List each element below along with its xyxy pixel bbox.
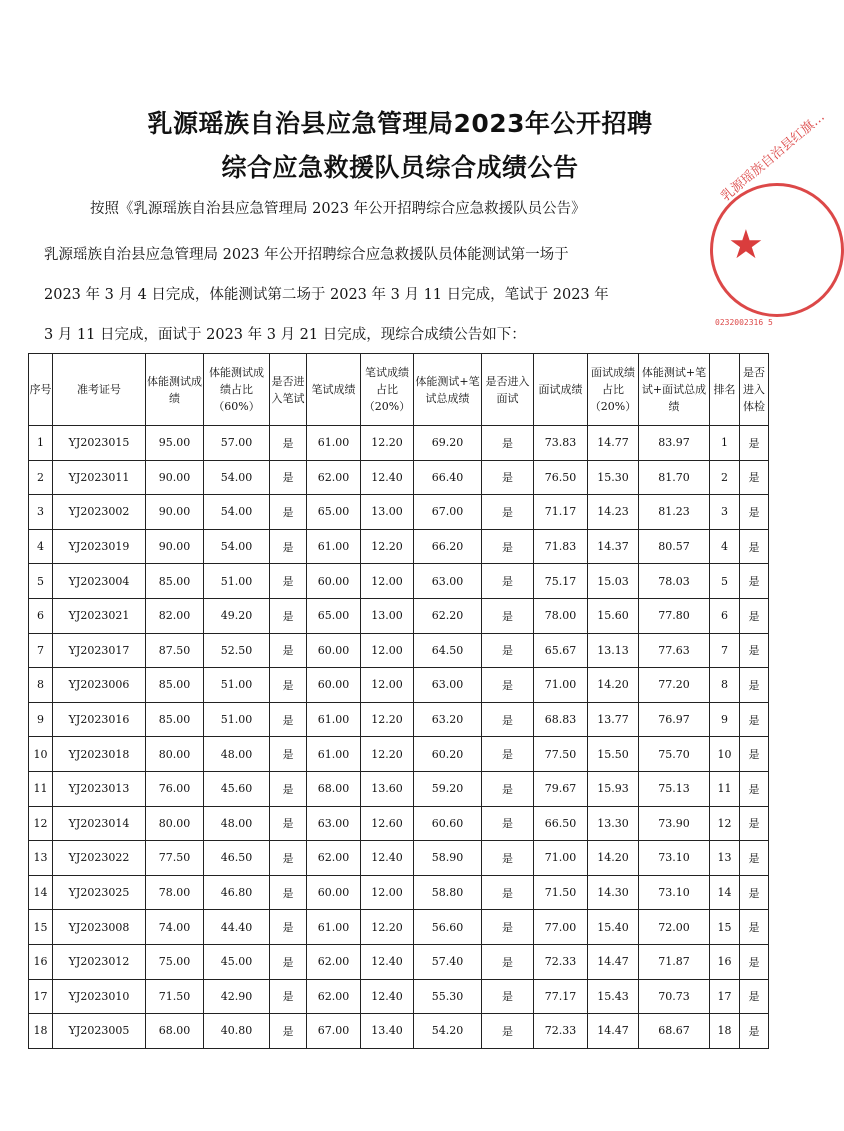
seal-text: 乳源瑶族自治县红旗…: [718, 109, 828, 205]
column-header: 面试成绩: [534, 354, 588, 426]
table-cell: YJ2023010: [53, 979, 146, 1014]
intro-paragraph-line-4: 3 月 11 日完成，面试于 2023 年 3 月 21 日完成，现综合成绩公告如下：: [44, 327, 526, 343]
table-row: [29, 460, 769, 495]
table-cell: 4: [710, 529, 740, 564]
table-cell: 63.00: [414, 564, 482, 599]
table-cell: 85.00: [146, 668, 204, 703]
table-cell: 73.83: [534, 426, 588, 461]
table-cell: 10: [710, 737, 740, 772]
table-cell: 75.00: [146, 944, 204, 979]
column-header: 笔试成绩: [307, 354, 361, 426]
intro-paragraph-line-3: 2023 年 3 月 4 日完成，体能测试第二场于 2023 年 3 月 11 日完成，笔试于 2023 年: [44, 287, 609, 303]
table-cell: 60.00: [307, 668, 361, 703]
table-cell: 5: [710, 564, 740, 599]
table-cell: 是: [740, 598, 769, 633]
table-cell: 87.50: [146, 633, 204, 668]
table-cell: 是: [740, 702, 769, 737]
table-cell: 85.00: [146, 564, 204, 599]
table-cell: 66.40: [414, 460, 482, 495]
table-cell: 65.67: [534, 633, 588, 668]
table-cell: YJ2023017: [53, 633, 146, 668]
column-header: 是否进入面试: [482, 354, 534, 426]
table-cell: 是: [740, 875, 769, 910]
table-cell: 12.00: [361, 564, 414, 599]
table-cell: 66.50: [534, 806, 588, 841]
table-cell: 72.33: [534, 944, 588, 979]
table-cell: 51.00: [204, 564, 270, 599]
table-cell: 7: [710, 633, 740, 668]
table-cell: 12.20: [361, 426, 414, 461]
table-cell: 77.80: [639, 598, 710, 633]
table-cell: 67.00: [414, 495, 482, 530]
table-row: [29, 702, 769, 737]
table-cell: 12.00: [361, 668, 414, 703]
table-cell: 18: [710, 1014, 740, 1049]
table-cell: YJ2023011: [53, 460, 146, 495]
table-cell: 是: [482, 529, 534, 564]
table-cell: 75.70: [639, 737, 710, 772]
table-row: [29, 598, 769, 633]
table-cell: 68.67: [639, 1014, 710, 1049]
table-cell: 是: [482, 668, 534, 703]
table-cell: 46.50: [204, 841, 270, 876]
table-cell: 12.40: [361, 944, 414, 979]
table-cell: 14.47: [588, 944, 639, 979]
table-cell: 15: [710, 910, 740, 945]
seal-number: 0232002316 5: [715, 318, 773, 327]
table-cell: 71.00: [534, 668, 588, 703]
table-cell: 62.20: [414, 598, 482, 633]
table-cell: 12.00: [361, 875, 414, 910]
table-cell: 57.40: [414, 944, 482, 979]
table-cell: 61.00: [307, 910, 361, 945]
table-cell: 12.20: [361, 702, 414, 737]
table-cell: 80.57: [639, 529, 710, 564]
table-cell: 13.60: [361, 771, 414, 806]
table-cell: 是: [482, 806, 534, 841]
table-cell: 是: [740, 1014, 769, 1049]
table-cell: 14.23: [588, 495, 639, 530]
table-cell: 62.00: [307, 841, 361, 876]
table-cell: 是: [270, 737, 307, 772]
table-cell: 是: [270, 529, 307, 564]
table-cell: 51.00: [204, 702, 270, 737]
results-table: [28, 353, 769, 1049]
table-cell: 12: [29, 806, 53, 841]
table-cell: 82.00: [146, 598, 204, 633]
table-cell: 69.20: [414, 426, 482, 461]
table-cell: 76.00: [146, 771, 204, 806]
table-cell: 78.03: [639, 564, 710, 599]
column-header: 体能测试+笔试总成绩: [414, 354, 482, 426]
table-cell: 是: [482, 771, 534, 806]
table-cell: 是: [270, 806, 307, 841]
table-cell: 13.13: [588, 633, 639, 668]
table-cell: 是: [270, 598, 307, 633]
table-cell: YJ2023019: [53, 529, 146, 564]
table-cell: 是: [270, 875, 307, 910]
table-cell: 13.77: [588, 702, 639, 737]
table-cell: 是: [482, 875, 534, 910]
table-cell: 76.97: [639, 702, 710, 737]
table-cell: 是: [740, 771, 769, 806]
table-cell: 13.00: [361, 598, 414, 633]
table-cell: 45.00: [204, 944, 270, 979]
table-cell: 14.20: [588, 668, 639, 703]
column-header: 是否进入笔试: [270, 354, 307, 426]
table-cell: 80.00: [146, 806, 204, 841]
table-cell: 6: [710, 598, 740, 633]
table-cell: 57.00: [204, 426, 270, 461]
table-row: [29, 737, 769, 772]
table-cell: 75.13: [639, 771, 710, 806]
table-cell: 11: [29, 771, 53, 806]
table-cell: 60.00: [307, 564, 361, 599]
column-header: 笔试成绩占比（20%）: [361, 354, 414, 426]
table-cell: 是: [740, 979, 769, 1014]
table-row: [29, 633, 769, 668]
table-row: [29, 875, 769, 910]
table-cell: 9: [29, 702, 53, 737]
table-row: [29, 668, 769, 703]
table-cell: 16: [29, 944, 53, 979]
table-cell: 13.40: [361, 1014, 414, 1049]
table-cell: 61.00: [307, 702, 361, 737]
table-cell: 76.50: [534, 460, 588, 495]
table-cell: 是: [270, 771, 307, 806]
table-cell: 12.40: [361, 460, 414, 495]
table-cell: 17: [710, 979, 740, 1014]
table-cell: 71.00: [534, 841, 588, 876]
table-cell: YJ2023025: [53, 875, 146, 910]
table-cell: 72.00: [639, 910, 710, 945]
table-cell: 11: [710, 771, 740, 806]
table-cell: 15.60: [588, 598, 639, 633]
table-cell: 90.00: [146, 495, 204, 530]
table-cell: 85.00: [146, 702, 204, 737]
table-row: [29, 910, 769, 945]
table-cell: YJ2023013: [53, 771, 146, 806]
table-cell: 是: [482, 1014, 534, 1049]
table-cell: 63.00: [307, 806, 361, 841]
table-cell: 是: [482, 633, 534, 668]
table-cell: 是: [270, 979, 307, 1014]
table-cell: 是: [740, 564, 769, 599]
table-row: [29, 841, 769, 876]
table-cell: 是: [740, 633, 769, 668]
table-cell: 13: [710, 841, 740, 876]
table-cell: 54.00: [204, 495, 270, 530]
table-cell: 60.00: [307, 875, 361, 910]
table-cell: 42.90: [204, 979, 270, 1014]
table-cell: 12.20: [361, 737, 414, 772]
table-cell: YJ2023015: [53, 426, 146, 461]
table-cell: 12.60: [361, 806, 414, 841]
table-cell: 15: [29, 910, 53, 945]
table-cell: 81.23: [639, 495, 710, 530]
table-cell: 58.80: [414, 875, 482, 910]
table-cell: 68.00: [307, 771, 361, 806]
table-cell: 是: [740, 529, 769, 564]
table-cell: 15.40: [588, 910, 639, 945]
table-cell: 是: [740, 910, 769, 945]
table-row: [29, 944, 769, 979]
table-cell: 15.03: [588, 564, 639, 599]
table-cell: 15.50: [588, 737, 639, 772]
table-cell: 14: [29, 875, 53, 910]
column-header: 是否进入体检: [740, 354, 769, 426]
table-cell: 71.50: [534, 875, 588, 910]
table-cell: 40.80: [204, 1014, 270, 1049]
table-row: [29, 806, 769, 841]
table-cell: 12.20: [361, 529, 414, 564]
table-cell: 是: [482, 910, 534, 945]
table-cell: 是: [270, 495, 307, 530]
table-cell: 77.63: [639, 633, 710, 668]
table-cell: 是: [270, 460, 307, 495]
table-cell: 是: [482, 944, 534, 979]
table-cell: 95.00: [146, 426, 204, 461]
table-cell: YJ2023016: [53, 702, 146, 737]
table-cell: 9: [710, 702, 740, 737]
table-cell: 78.00: [146, 875, 204, 910]
intro-paragraph-line-1: 按照《乳源瑶族自治县应急管理局 2023 年公开招聘综合应急救援队员公告》: [90, 201, 586, 217]
table-cell: 54.20: [414, 1014, 482, 1049]
table-cell: 71.17: [534, 495, 588, 530]
column-header: 体能测试成绩: [146, 354, 204, 426]
table-cell: 10: [29, 737, 53, 772]
table-cell: 63.00: [414, 668, 482, 703]
table-cell: 是: [482, 979, 534, 1014]
table-cell: 68.83: [534, 702, 588, 737]
table-cell: YJ2023018: [53, 737, 146, 772]
table-cell: 18: [29, 1014, 53, 1049]
table-cell: 83.97: [639, 426, 710, 461]
table-cell: 12.40: [361, 979, 414, 1014]
table-cell: 77.50: [534, 737, 588, 772]
table-cell: 是: [482, 598, 534, 633]
table-cell: 是: [270, 564, 307, 599]
table-cell: 15.93: [588, 771, 639, 806]
table-row: [29, 495, 769, 530]
table-cell: 是: [482, 460, 534, 495]
table-cell: 是: [270, 702, 307, 737]
table-cell: 是: [482, 841, 534, 876]
table-cell: 68.00: [146, 1014, 204, 1049]
table-cell: 71.83: [534, 529, 588, 564]
table-cell: 52.50: [204, 633, 270, 668]
table-cell: 14.47: [588, 1014, 639, 1049]
table-cell: 62.00: [307, 460, 361, 495]
table-cell: 12.20: [361, 910, 414, 945]
table-cell: 48.00: [204, 737, 270, 772]
column-header: 体能测试+笔试+面试总成绩: [639, 354, 710, 426]
table-cell: 是: [740, 944, 769, 979]
table-cell: 81.70: [639, 460, 710, 495]
table-cell: 是: [270, 944, 307, 979]
table-cell: 2: [29, 460, 53, 495]
table-cell: 5: [29, 564, 53, 599]
table-cell: 13.00: [361, 495, 414, 530]
table-cell: 是: [482, 426, 534, 461]
table-cell: YJ2023014: [53, 806, 146, 841]
table-cell: 3: [710, 495, 740, 530]
table-cell: 是: [270, 1014, 307, 1049]
table-cell: 61.00: [307, 529, 361, 564]
table-cell: 55.30: [414, 979, 482, 1014]
table-cell: 63.20: [414, 702, 482, 737]
table-cell: 是: [740, 668, 769, 703]
table-cell: 77.20: [639, 668, 710, 703]
table-cell: 是: [740, 495, 769, 530]
table-row: [29, 426, 769, 461]
table-cell: 74.00: [146, 910, 204, 945]
table-cell: 12: [710, 806, 740, 841]
table-cell: 是: [270, 633, 307, 668]
table-cell: 77.17: [534, 979, 588, 1014]
table-cell: 75.17: [534, 564, 588, 599]
table-header-row: [29, 354, 769, 426]
column-header: 体能测试成绩占比（60%）: [204, 354, 270, 426]
table-cell: 13: [29, 841, 53, 876]
table-row: [29, 1014, 769, 1049]
table-cell: 45.60: [204, 771, 270, 806]
table-cell: 是: [270, 910, 307, 945]
table-cell: 17: [29, 979, 53, 1014]
table-cell: 1: [710, 426, 740, 461]
table-cell: 54.00: [204, 460, 270, 495]
table-cell: YJ2023008: [53, 910, 146, 945]
table-cell: 是: [270, 426, 307, 461]
table-cell: 49.20: [204, 598, 270, 633]
table-cell: 58.90: [414, 841, 482, 876]
table-cell: 62.00: [307, 979, 361, 1014]
table-cell: 12.00: [361, 633, 414, 668]
table-cell: 4: [29, 529, 53, 564]
table-cell: 71.87: [639, 944, 710, 979]
table-cell: 65.00: [307, 598, 361, 633]
table-cell: 73.10: [639, 841, 710, 876]
table-cell: 是: [740, 841, 769, 876]
table-cell: 是: [740, 426, 769, 461]
table-cell: YJ2023005: [53, 1014, 146, 1049]
table-cell: 15.43: [588, 979, 639, 1014]
table-cell: 是: [482, 564, 534, 599]
table-cell: 2: [710, 460, 740, 495]
table-row: [29, 529, 769, 564]
table-cell: 79.67: [534, 771, 588, 806]
table-cell: YJ2023022: [53, 841, 146, 876]
table-cell: 8: [710, 668, 740, 703]
table-cell: YJ2023006: [53, 668, 146, 703]
table-cell: 3: [29, 495, 53, 530]
table-cell: 62.00: [307, 944, 361, 979]
seal-star-icon: ★: [728, 222, 764, 268]
table-cell: 是: [740, 737, 769, 772]
table-cell: 15.30: [588, 460, 639, 495]
table-cell: 70.73: [639, 979, 710, 1014]
table-cell: 是: [270, 668, 307, 703]
table-cell: 60.60: [414, 806, 482, 841]
table-cell: 51.00: [204, 668, 270, 703]
table-cell: 67.00: [307, 1014, 361, 1049]
column-header: 序号: [29, 354, 53, 426]
table-cell: 78.00: [534, 598, 588, 633]
table-cell: 12.40: [361, 841, 414, 876]
table-cell: 90.00: [146, 460, 204, 495]
table-cell: 61.00: [307, 737, 361, 772]
table-cell: 是: [740, 460, 769, 495]
table-cell: 13.30: [588, 806, 639, 841]
table-cell: 54.00: [204, 529, 270, 564]
table-cell: 是: [270, 841, 307, 876]
table-cell: 14.37: [588, 529, 639, 564]
table-cell: 14: [710, 875, 740, 910]
table-cell: 77.50: [146, 841, 204, 876]
table-cell: 90.00: [146, 529, 204, 564]
intro-paragraph-line-2: 乳源瑶族自治县应急管理局 2023 年公开招聘综合应急救援队员体能测试第一场于: [44, 247, 569, 263]
table-cell: 60.20: [414, 737, 482, 772]
table-row: [29, 564, 769, 599]
column-header: 面试成绩占比（20%）: [588, 354, 639, 426]
table-cell: 56.60: [414, 910, 482, 945]
table-cell: 72.33: [534, 1014, 588, 1049]
table-cell: 14.20: [588, 841, 639, 876]
column-header: 排名: [710, 354, 740, 426]
table-cell: 65.00: [307, 495, 361, 530]
table-row: [29, 771, 769, 806]
table-cell: 59.20: [414, 771, 482, 806]
table-cell: 16: [710, 944, 740, 979]
table-cell: 66.20: [414, 529, 482, 564]
table-cell: 71.50: [146, 979, 204, 1014]
table-cell: YJ2023021: [53, 598, 146, 633]
table-cell: 7: [29, 633, 53, 668]
table-cell: 73.90: [639, 806, 710, 841]
table-cell: 77.00: [534, 910, 588, 945]
table-cell: 14.77: [588, 426, 639, 461]
table-cell: 是: [482, 495, 534, 530]
table-cell: 48.00: [204, 806, 270, 841]
document-title-line-2: 综合应急救援队员综合成绩公告: [221, 153, 579, 182]
table-cell: 6: [29, 598, 53, 633]
table-cell: 1: [29, 426, 53, 461]
document-title-line-1: 乳源瑶族自治县应急管理局2023年公开招聘: [147, 109, 653, 138]
table-cell: 14.30: [588, 875, 639, 910]
table-cell: 64.50: [414, 633, 482, 668]
table-cell: YJ2023004: [53, 564, 146, 599]
table-cell: YJ2023012: [53, 944, 146, 979]
table-cell: 61.00: [307, 426, 361, 461]
table-cell: 46.80: [204, 875, 270, 910]
table-cell: 8: [29, 668, 53, 703]
table-cell: 是: [482, 737, 534, 772]
table-cell: 44.40: [204, 910, 270, 945]
column-header: 准考证号: [53, 354, 146, 426]
table-cell: 是: [740, 806, 769, 841]
table-cell: 是: [482, 702, 534, 737]
table-cell: YJ2023002: [53, 495, 146, 530]
table-cell: 73.10: [639, 875, 710, 910]
table-row: [29, 979, 769, 1014]
table-cell: 60.00: [307, 633, 361, 668]
table-cell: 80.00: [146, 737, 204, 772]
